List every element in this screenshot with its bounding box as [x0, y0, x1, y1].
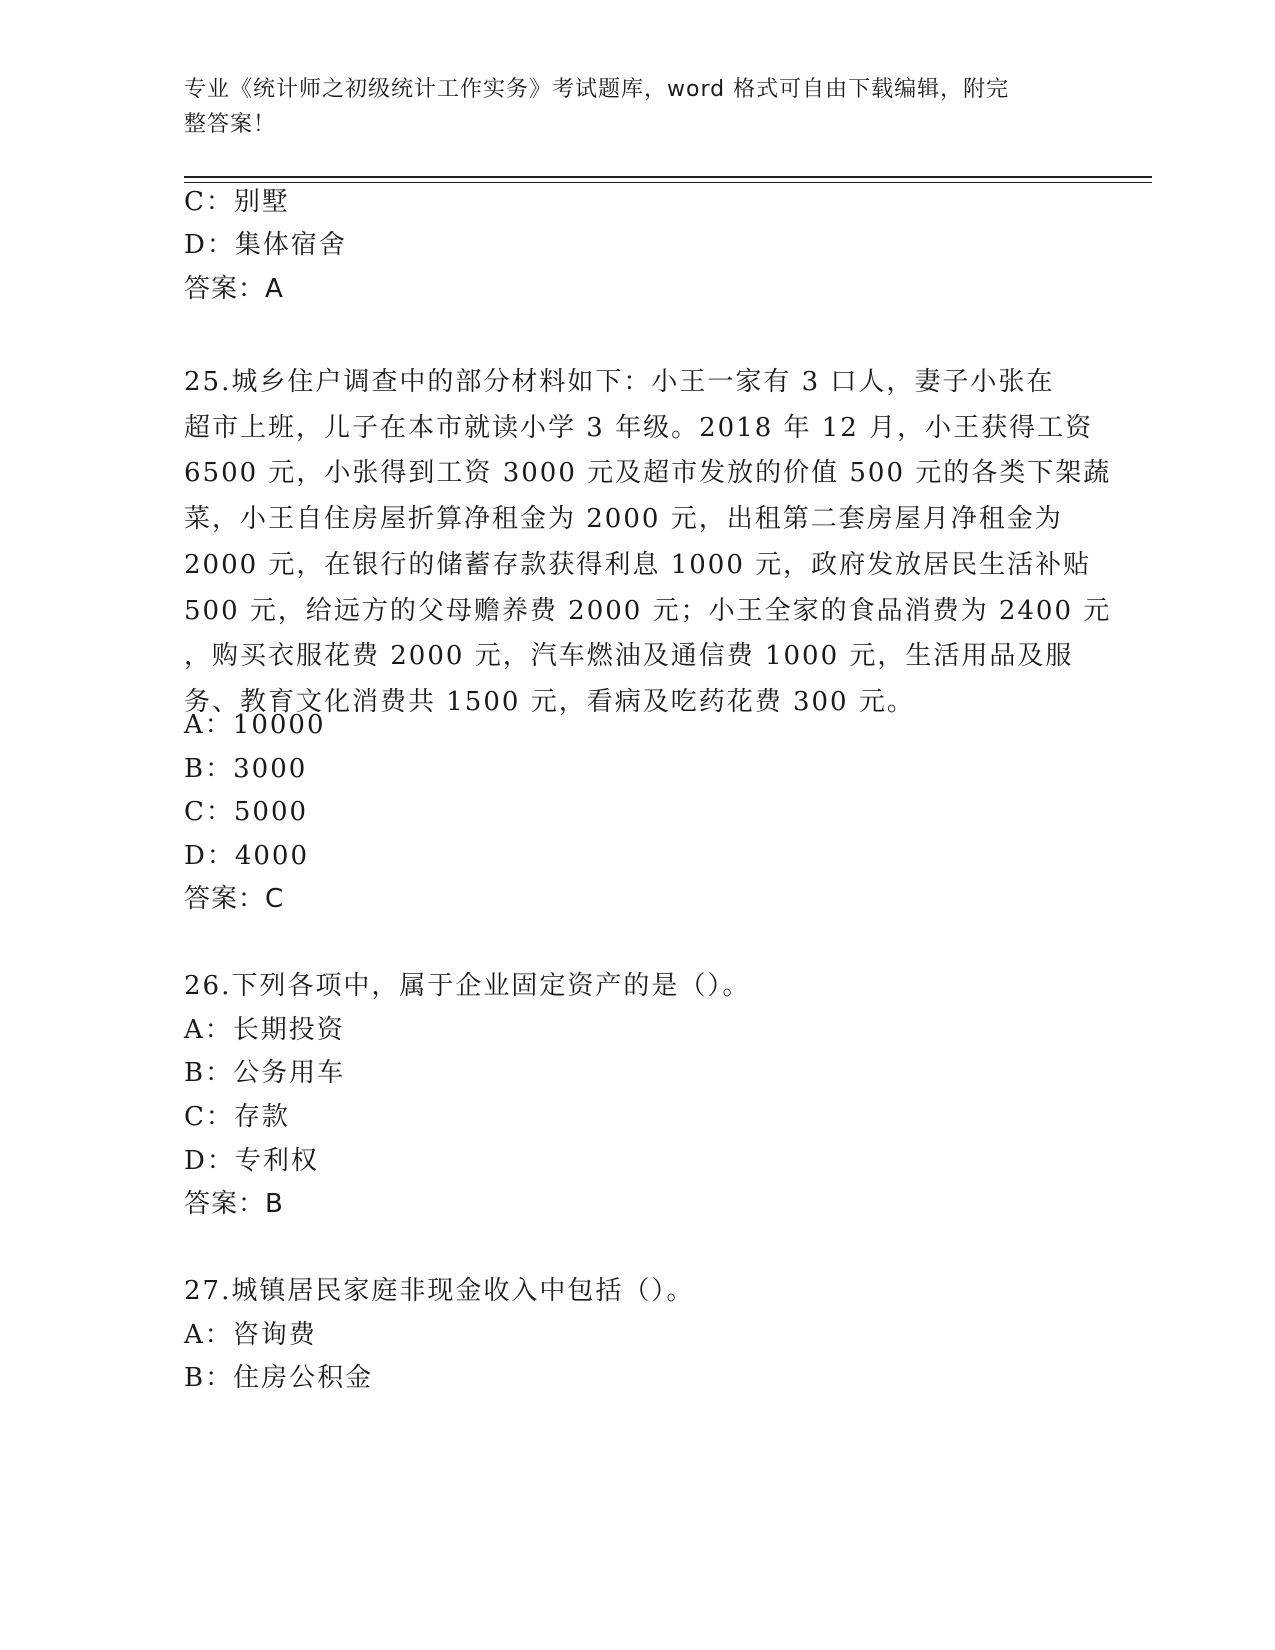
q25-stem-line: 超市上班，儿子在本市就读小学 3 年级。2018 年 12 月，小王获得工资 [184, 412, 1094, 443]
document-header [184, 72, 1064, 142]
q26-option-b: B：公务用车 [184, 1058, 346, 1088]
q27-option-a: A：咨询费 [184, 1320, 317, 1350]
q26-option-a: A：长期投资 [184, 1015, 345, 1045]
q26-option-c: C：存款 [184, 1102, 290, 1132]
q24-answer: 答案：A [184, 274, 284, 304]
q25-option-c: C：5000 [184, 797, 309, 827]
q25-option-b: B：3000 [184, 754, 308, 784]
q24-option-c: C：别墅 [184, 187, 290, 217]
q25-stem-line: 25.城乡住户调查中的部分材料如下：小王一家有 3 口人，妻子小张在 [184, 367, 1055, 397]
header-line-1: 专业《统计师之初级统计工作实务》考试题库，word 格式可自由下载编辑，附完 [184, 77, 1010, 102]
q27-option-b: B：住房公积金 [184, 1363, 374, 1393]
q25-stem-line: ，购买衣服花费 2000 元，汽车燃油及通信费 1000 元，生活用品及服 [184, 641, 1074, 672]
q25-answer: 答案：C [184, 884, 285, 914]
header-line-2: 整答案！ [184, 112, 277, 137]
q26-option-d: D：专利权 [184, 1146, 319, 1176]
q24-option-d: D：集体宿舍 [184, 230, 347, 260]
q25-stem-line: 务、教育文化消费共 1500 元，看病及吃药花费 300 元。 [184, 686, 915, 717]
q25-stem-line: 500 元，给远方的父母赡养费 2000 元；小王全家的食品消费为 2400 元 [184, 595, 1112, 626]
header-rule-thick [184, 176, 1152, 178]
q26-stem: 26.下列各项中，属于企业固定资产的是（）。 [184, 971, 751, 1001]
q27-stem: 27.城镇居民家庭非现金收入中包括（）。 [184, 1276, 695, 1306]
q26-answer: 答案：B [184, 1189, 284, 1219]
q25-stem-line: 2000 元，在银行的储蓄存款获得利息 1000 元，政府发放居民生活补贴 [184, 549, 1092, 580]
q25-stem [184, 360, 1112, 726]
q25-stem-line: 6500 元，小张得到工资 3000 元及超市发放的价值 500 元的各类下架蔬 [184, 458, 1112, 489]
q25-option-d: D：4000 [184, 841, 310, 871]
q25-stem-line: 菜，小王自住房屋折算净租金为 2000 元，出租第二套房屋月净租金为 [184, 504, 1063, 535]
q25-option-a: A：10000 [184, 710, 326, 740]
header-rule-thin [184, 182, 1152, 183]
